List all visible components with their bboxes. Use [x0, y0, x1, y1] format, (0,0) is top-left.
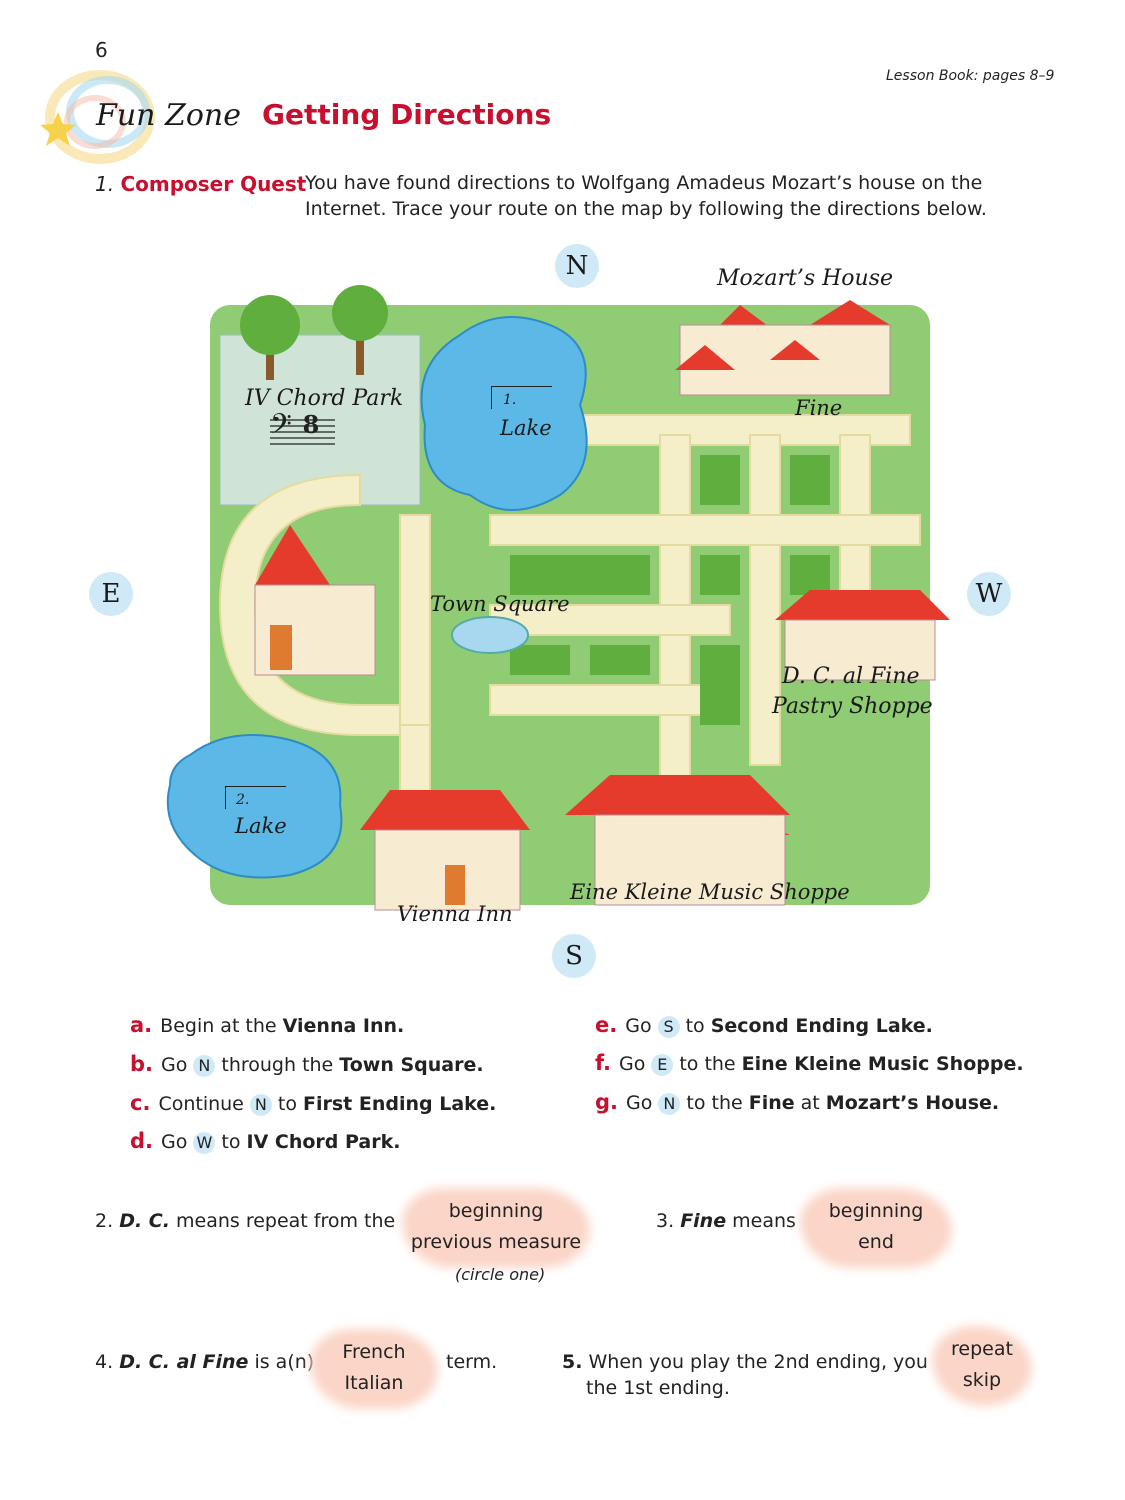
map-label-town-square: Town Square [430, 592, 570, 616]
step-text: to the [679, 1053, 742, 1075]
map-label-chord-park: IV Chord Park [245, 386, 404, 411]
step-bold: Vienna Inn. [282, 1015, 405, 1037]
step-text: Go [161, 1054, 188, 1076]
direction-badge: W [193, 1132, 215, 1154]
step-letter: e. [595, 1013, 618, 1037]
q2-body: means repeat from the [169, 1210, 396, 1232]
q3-number: 3. [656, 1210, 675, 1232]
step-letter: c. [130, 1091, 151, 1115]
direction-badge: E [651, 1054, 673, 1076]
step-a [130, 1013, 404, 1037]
step-text: Go [626, 1092, 653, 1114]
step-letter: g. [595, 1090, 619, 1114]
lake2-ending-bracket [225, 786, 286, 809]
q3-text [656, 1210, 796, 1232]
step-bold: Mozart’s House. [825, 1092, 1000, 1114]
q4-body: is a(n) [248, 1351, 315, 1373]
q1-text-line2: Internet. Trace your route on the map by following the directions below. [305, 198, 987, 220]
step-text: Continue [158, 1093, 244, 1115]
q3-choice-cloud[interactable] [808, 1196, 944, 1260]
q3-body: means [726, 1210, 796, 1232]
map-label-music-shoppe: Eine Kleine Music Shoppe [570, 880, 850, 904]
direction-badge: S [658, 1016, 680, 1038]
compass-north: N [555, 244, 599, 288]
step-text: to [277, 1093, 303, 1115]
map-label-pastry-line1: D. C. al Fine [782, 664, 920, 689]
compass-east: E [89, 572, 133, 616]
step-bold: First Ending Lake. [303, 1093, 497, 1115]
q5-line1 [562, 1351, 928, 1373]
q1-number: 1. [95, 172, 115, 196]
step-d [130, 1129, 400, 1154]
q4-text [95, 1351, 314, 1373]
step-text: Go [618, 1053, 646, 1075]
q4-after: term. [446, 1351, 498, 1373]
q3-option-beginning[interactable]: beginning [828, 1200, 924, 1222]
step-text: to [221, 1131, 247, 1153]
step-text: through the [221, 1054, 340, 1076]
q2-note: (circle one) [455, 1265, 546, 1284]
map-label-pastry-line2: Pastry Shoppe [772, 694, 933, 719]
step-text: Go [161, 1131, 188, 1153]
q2-choice-cloud[interactable] [410, 1196, 582, 1260]
q5-body-line1: When you play the 2nd ending, you [588, 1351, 928, 1373]
direction-badge: N [658, 1093, 680, 1115]
q5-line2: the 1st ending. [586, 1377, 730, 1399]
step-g [595, 1090, 999, 1115]
q5-option-repeat[interactable]: repeat [951, 1338, 1013, 1360]
map-label-lake1-number: 1. [503, 392, 517, 408]
q4-number: 4. [95, 1351, 114, 1373]
compass-west: W [967, 572, 1011, 616]
q2-term: D. C. [119, 1210, 170, 1232]
step-bold: Second Ending Lake. [710, 1015, 933, 1037]
page-number: 6 [95, 38, 108, 62]
q5-option-skip[interactable]: skip [962, 1369, 1002, 1391]
step-bold: Eine Kleine Music Shoppe. [741, 1053, 1024, 1075]
step-text: to [685, 1015, 711, 1037]
fun-zone-label: Fun Zone [96, 98, 241, 133]
step-c [130, 1091, 496, 1116]
compass-south: S [552, 934, 596, 978]
q4-choice-cloud[interactable] [318, 1337, 430, 1401]
q3-term: Fine [680, 1210, 727, 1232]
page-title: Getting Directions [262, 98, 552, 131]
q4-term: D. C. al Fine [119, 1351, 249, 1373]
map-label-vienna-inn: Vienna Inn [397, 902, 513, 926]
step-b [130, 1052, 484, 1077]
step-text: to the [686, 1092, 749, 1114]
step-f [595, 1051, 1024, 1076]
q5-choice-cloud[interactable] [940, 1334, 1024, 1398]
bass-clef-icon: 𝄢 8 [270, 408, 320, 448]
lesson-reference: Lesson Book: pages 8–9 [886, 68, 1055, 84]
direction-badge: N [250, 1094, 272, 1116]
map-label-fine: Fine [795, 396, 843, 420]
q2-number: 2. [95, 1210, 114, 1232]
step-text: Begin at the [160, 1015, 283, 1037]
direction-badge: N [193, 1055, 215, 1077]
lake1-ending-bracket [491, 386, 552, 409]
map-label-mozart-house: Mozart’s House [717, 266, 894, 291]
step-letter: a. [130, 1013, 153, 1037]
q2-option-previous-measure[interactable]: previous measure [410, 1231, 582, 1253]
q2-text [95, 1210, 395, 1232]
q1-label: Composer Quest [120, 172, 307, 196]
q3-option-end[interactable]: end [858, 1231, 894, 1253]
step-text: Go [625, 1015, 652, 1037]
step-bold: IV Chord Park. [246, 1131, 401, 1153]
q1-text-line1: You have found directions to Wolfgang Amadeus Mozart’s house on the [305, 172, 983, 194]
q4-option-italian[interactable]: Italian [344, 1372, 404, 1394]
step-e [595, 1013, 933, 1038]
map-label-lake2: Lake [235, 814, 287, 838]
step-letter: d. [130, 1129, 154, 1153]
map-label-lake1: Lake [500, 416, 552, 440]
step-bold: Fine [748, 1092, 795, 1114]
step-text: at [794, 1092, 826, 1114]
q4-option-french[interactable]: French [342, 1341, 406, 1363]
step-letter: f. [595, 1051, 611, 1075]
step-letter: b. [130, 1052, 154, 1076]
q1-heading [95, 172, 306, 196]
q2-option-beginning[interactable]: beginning [448, 1200, 544, 1222]
map-label-lake2-number: 2. [236, 792, 250, 808]
q5-number: 5. [562, 1351, 583, 1373]
step-bold: Town Square. [339, 1054, 484, 1076]
